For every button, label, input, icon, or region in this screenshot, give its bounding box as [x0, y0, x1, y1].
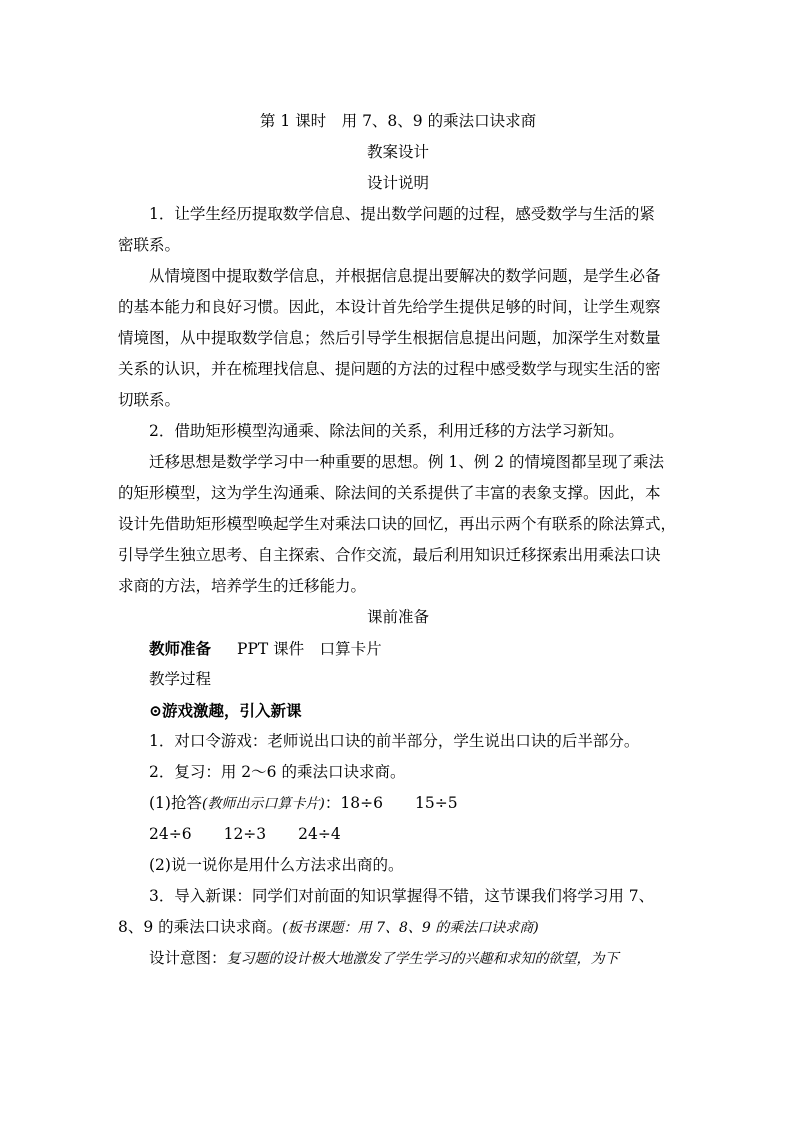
design-intent-text: 复习题的设计极大地激发了学生学习的兴趣和求知的欲望，为下: [226, 951, 619, 967]
notes-para2-line5: 求商的方法，培养学生的迁移能力。: [118, 577, 367, 595]
teacher-prep-line: [118, 633, 678, 664]
document-page: [118, 106, 678, 974]
say-method-text: (2)说一说你是用什么方法求出商的。: [149, 856, 404, 874]
step1-text: 1．对口令游戏：老师说出口诀的前半部分，学生说出口诀的后半部分。: [149, 732, 640, 750]
notes-para2-line2: 的矩形模型，这为学生沟通乘、除法间的关系提供了丰富的表象支撑。因此，本: [118, 484, 661, 502]
step3-line1: 3．导入新课：同学们对前面的知识掌握得不错，这节课我们将学习用 7、: [149, 887, 655, 905]
notes-para2-line1: 迁移思想是数学学习中一种重要的思想。例 1、例 2 的情境图都呈现了乘法: [149, 453, 665, 471]
step2-text: 2．复习：用 2～6 的乘法口诀求商。: [149, 763, 406, 781]
notes-para1-line1: 从情境图中提取数学信息，并根据信息提出要解决的数学问题，是学生必备: [149, 267, 661, 285]
notes-point1-line1: 1．让学生经历提取数学信息、提出数学问题的过程，感受数学与生活的紧: [149, 205, 655, 223]
problem-row-2: [118, 819, 678, 850]
step-heading: ⊙游戏激趣，引入新课: [149, 701, 302, 720]
step3-line2-text: 8、9 的乘法口诀求商。: [118, 918, 283, 936]
notes-para1-line2: 的基本能力和良好习惯。因此，本设计首先给学生提供足够的时间，让学生观察: [118, 298, 661, 316]
teaching-process-heading: 教学过程: [149, 670, 212, 688]
quick-answer-note: (教师出示口算卡片): [201, 796, 325, 812]
prep-heading: 课前准备: [366, 608, 429, 626]
problem-3: 24÷6: [149, 825, 192, 843]
notes-para1-line3: 情境图，从中提取数学信息；然后引导学生根据信息提出问题，加深学生对数量: [118, 329, 661, 347]
notes-point1-line2: 密联系。: [118, 236, 181, 254]
notes-para2-line3: 设计先借助矩形模型唤起学生对乘法口诀的回忆，再出示两个有联系的除法算式，: [118, 515, 677, 533]
step3-line2: [118, 912, 678, 943]
quick-answer-prefix: (1)抢答: [149, 794, 202, 812]
notes-para1-line5: 切联系。: [118, 391, 181, 409]
notes-para2-line4: 引导学生独立思考、自主探索、合作交流，最后利用知识迁移探索出用乘法口诀: [118, 546, 661, 564]
section-heading-notes: 设计说明: [366, 174, 429, 192]
notes-para1-line4: 关系的认识，并在梳理找信息、提问题的方法的过程中感受数学与现实生活的密: [118, 360, 661, 378]
design-intent-label: 设计意图：: [149, 949, 227, 967]
quick-answer-line: [118, 788, 678, 819]
design-intent-line: [118, 943, 678, 974]
notes-point2: 2．借助矩形模型沟通乘、除法间的关系，利用迁移的方法学习新知。: [149, 422, 624, 440]
problem-4: 12÷3: [223, 825, 267, 843]
problem-5: 24÷4: [298, 825, 341, 843]
problem-2: 15÷5: [415, 794, 458, 812]
quick-answer-colon: ：: [324, 794, 341, 812]
teacher-prep-items: PPT 课件 口算卡片: [237, 640, 382, 658]
teacher-prep-label: 教师准备: [149, 639, 212, 658]
problem-1: 18÷6: [340, 794, 383, 812]
section-heading-design: 教案设计: [366, 143, 429, 161]
board-title-note: (板书课题：用 7、8、9 的乘法口诀求商): [282, 920, 539, 936]
lesson-title: 第 1 课时 用 7、8、9 的乘法口诀求商: [259, 112, 537, 130]
